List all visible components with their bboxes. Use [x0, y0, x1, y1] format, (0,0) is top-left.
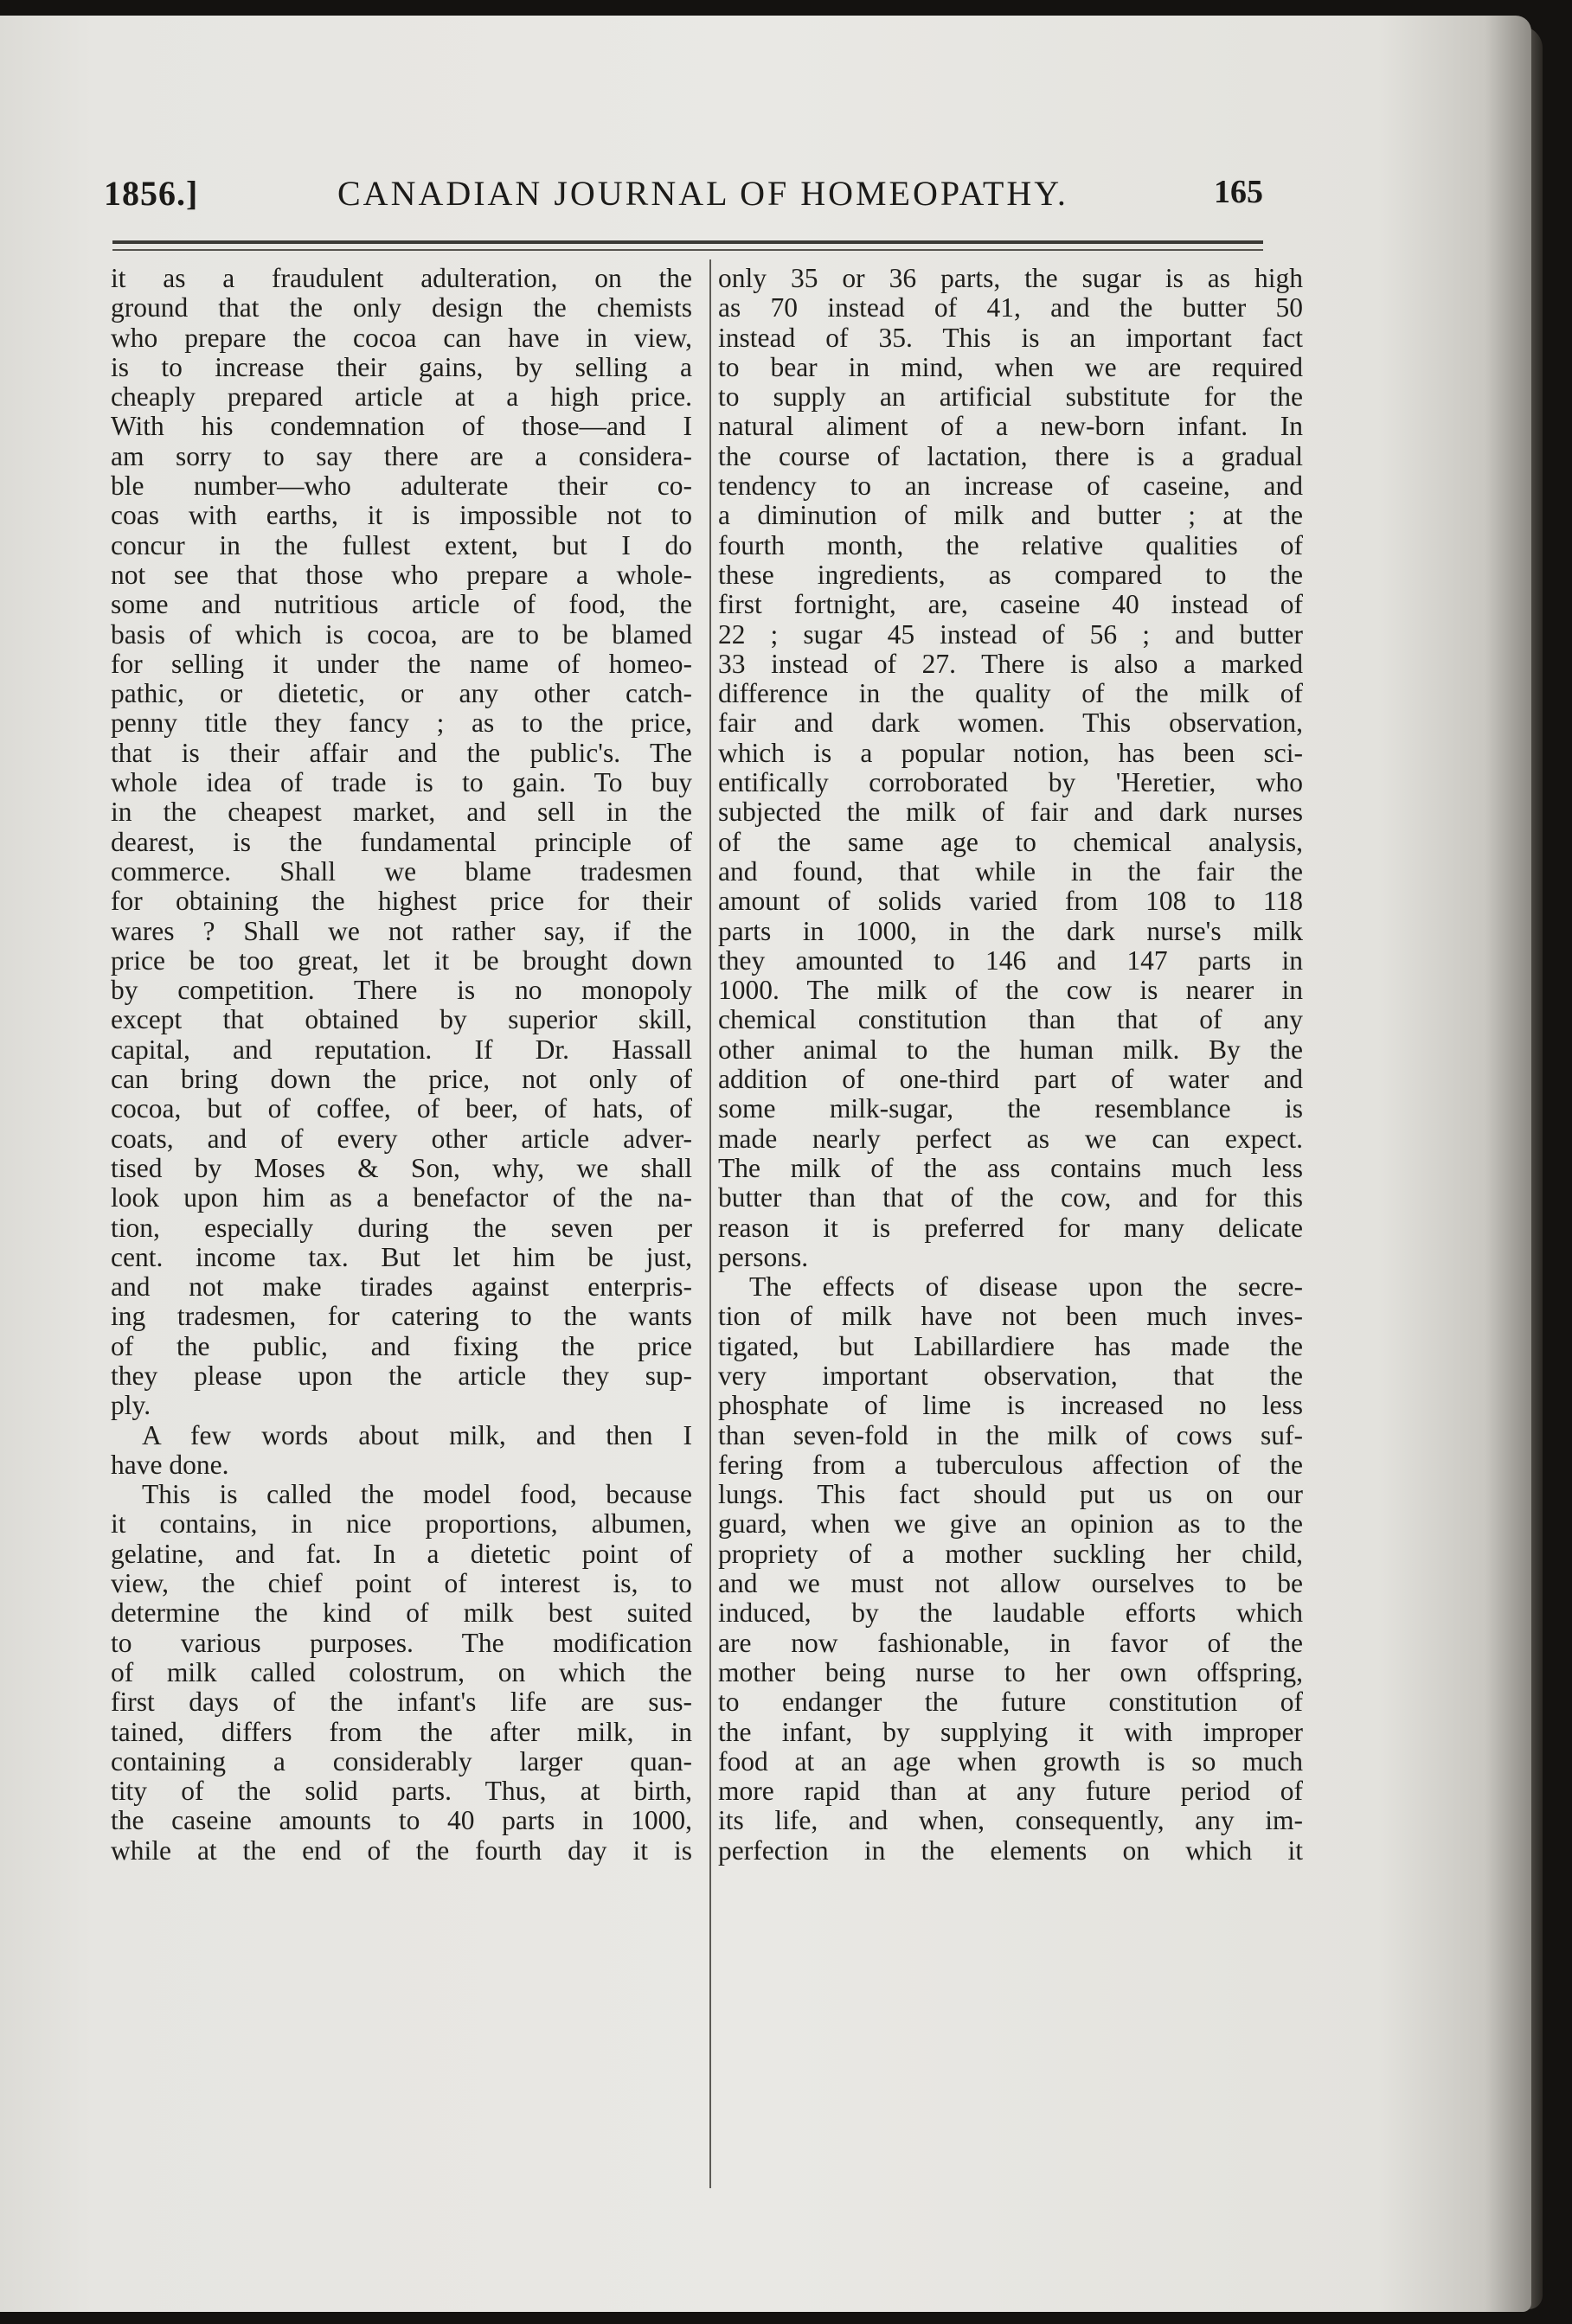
text-line: tion of milk have not been much inves-	[718, 1301, 1303, 1332]
text-line: it contains, in nice proportions, albumen,	[111, 1508, 692, 1540]
text-line: ply.	[111, 1390, 151, 1421]
text-line: and not make tirades against enterpris-	[111, 1271, 692, 1303]
text-line: 33 instead of 27. There is also a marked	[718, 648, 1303, 679]
text-line: to endanger the future constitution of	[718, 1687, 1303, 1718]
text-line: other animal to the human milk. By the	[718, 1034, 1303, 1065]
text-line: fourth month, the relative qualities of	[718, 529, 1303, 560]
text-line: than seven-fold in the milk of cows suf-	[718, 1419, 1303, 1450]
text-line: instead of 35. This is an important fact	[718, 322, 1303, 353]
text-line: of the same age to chemical analysis,	[718, 826, 1303, 857]
text-line: parts in 1000, in the dark nurse's milk	[718, 915, 1303, 946]
text-line: a diminution of milk and butter ; at the	[718, 500, 1303, 531]
text-line: by competition. There is no monopoly	[111, 975, 692, 1006]
journal-title: CANADIAN JOURNAL OF HOMEOPATHY.	[337, 174, 1068, 213]
text-line: are now fashionable, in favor of the	[718, 1627, 1303, 1658]
column-divider	[709, 259, 711, 2188]
text-line: perfection in the elements on which it	[718, 1834, 1303, 1866]
text-line: tised by Moses & Son, why, we shall	[111, 1152, 692, 1183]
text-line: tity of the solid parts. Thus, at birth,	[111, 1776, 692, 1807]
text-line: With his condemnation of those—and I	[111, 411, 692, 442]
text-line: except that obtained by superior skill,	[111, 1004, 692, 1035]
text-line: of the public, and fixing the price	[111, 1330, 692, 1361]
text-line: can bring down the price, not only of	[111, 1064, 692, 1095]
running-head	[104, 173, 1263, 225]
text-line: induced, by the laudable efforts which	[718, 1597, 1303, 1629]
text-line: guard, when we give an opinion as to the	[718, 1508, 1303, 1540]
text-line: it as a fraudulent adulteration, on the	[111, 263, 692, 293]
text-line: look upon him as a benefactor of the na-	[111, 1182, 692, 1213]
header-rule-thick	[112, 240, 1263, 244]
text-line: entifically corroborated by 'Heretier, who	[718, 767, 1303, 798]
text-line: in the cheapest market, and sell in the	[111, 797, 692, 828]
text-line: tigated, but Labillardiere has made the	[718, 1330, 1303, 1361]
text-line: more rapid than at any future period of	[718, 1776, 1303, 1807]
text-line: which is a popular notion, has been sci-	[718, 737, 1303, 768]
text-line: price be too great, let it be brought down	[111, 944, 692, 976]
text-line: is to increase their gains, by selling a	[111, 351, 692, 382]
text-line: the caseine amounts to 40 parts in 1000,	[111, 1805, 692, 1836]
text-line: butter than that of the cow, and for this	[718, 1182, 1303, 1213]
text-line: some milk-sugar, the resemblance is	[718, 1093, 1303, 1124]
text-line: gelatine, and fat. In a dietetic point of	[111, 1538, 692, 1569]
text-line: cheaply prepared article at a high price.	[111, 381, 692, 413]
text-line: phosphate of lime is increased no less	[718, 1390, 1303, 1421]
text-line: whole idea of trade is to gain. To buy	[111, 767, 692, 798]
text-line: commerce. Shall we blame tradesmen	[111, 855, 692, 887]
text-line: some and nutritious article of food, the	[111, 589, 692, 620]
text-line: 1000. The milk of the cow is nearer in	[718, 975, 1303, 1006]
text-line: first fortnight, are, caseine 40 instead of	[718, 589, 1303, 620]
text-line: as 70 instead of 41, and the butter 50	[718, 292, 1303, 323]
text-line: basis of which is cocoa, are to be blamed	[111, 618, 692, 650]
text-line: of milk called colostrum, on which the	[111, 1656, 692, 1687]
text-line: made nearly perfect as we can expect.	[718, 1123, 1303, 1154]
text-line: addition of one-third part of water and	[718, 1064, 1303, 1095]
text-line: coas with earths, it is impossible not to	[111, 500, 692, 531]
text-line: the infant, by supplying it with improper	[718, 1716, 1303, 1747]
text-line: This is called the model food, because	[142, 1479, 692, 1510]
text-line: not see that those who prepare a whole-	[111, 559, 692, 590]
text-line: fering from a tuberculous affection of the	[718, 1449, 1303, 1480]
text-line: A few words about milk, and then I	[142, 1419, 692, 1450]
text-line: that is their affair and the public's. The	[111, 737, 692, 768]
text-line: penny title they fancy ; as to the price,	[111, 707, 692, 739]
text-line: to various purposes. The modification	[111, 1627, 692, 1658]
text-line: very important observation, that the	[718, 1360, 1303, 1391]
text-line: reason it is preferred for many delicate	[718, 1212, 1303, 1243]
left-text-column	[111, 264, 692, 1866]
text-line: ble number—who adulterate their co-	[111, 471, 692, 502]
text-line: coats, and of every other article adver-	[111, 1123, 692, 1154]
text-line: tion, especially during the seven per	[111, 1212, 692, 1243]
text-line: The milk of the ass contains much less	[718, 1152, 1303, 1183]
text-line: view, the chief point of interest is, to	[111, 1568, 692, 1599]
text-line: mother being nurse to her own offspring,	[718, 1656, 1303, 1687]
text-line: only 35 or 36 parts, the sugar is as high	[718, 263, 1303, 293]
text-line: and we must not allow ourselves to be	[718, 1568, 1303, 1599]
text-line: 22 ; sugar 45 instead of 56 ; and butter	[718, 618, 1303, 650]
text-line: have done.	[111, 1449, 229, 1480]
text-line: the course of lactation, there is a gradual	[718, 440, 1303, 471]
text-line: who prepare the cocoa can have in view,	[111, 322, 692, 353]
text-line: for obtaining the highest price for their	[111, 886, 692, 917]
text-line: persons.	[718, 1241, 809, 1272]
text-line: containing a considerably larger quan-	[111, 1745, 692, 1777]
text-line: wares ? Shall we not rather say, if the	[111, 915, 692, 946]
text-line: cocoa, but of coffee, of beer, of hats, of	[111, 1093, 692, 1124]
text-line: to supply an artificial substitute for the	[718, 381, 1303, 413]
text-line: subjected the milk of fair and dark nurses	[718, 797, 1303, 828]
text-line: concur in the fullest extent, but I do	[111, 529, 692, 560]
text-line: food at an age when growth is so much	[718, 1745, 1303, 1777]
header-year: 1856.]	[104, 174, 199, 213]
text-line: ing tradesmen, for catering to the wants	[111, 1301, 692, 1332]
text-line: tendency to an increase of caseine, and	[718, 471, 1303, 502]
text-line: am sorry to say there are a considera-	[111, 440, 692, 471]
text-line: lungs. This fact should put us on our	[718, 1479, 1303, 1510]
text-line: pathic, or dietetic, or any other catch-	[111, 678, 692, 709]
text-line: natural aliment of a new-born infant. In	[718, 411, 1303, 442]
text-line: determine the kind of milk best suited	[111, 1597, 692, 1629]
text-line: first days of the infant's life are sus-	[111, 1687, 692, 1718]
text-line: these ingredients, as compared to the	[718, 559, 1303, 590]
text-line: fair and dark women. This observation,	[718, 707, 1303, 739]
page-number: 165	[1214, 174, 1263, 210]
text-line: cent. income tax. But let him be just,	[111, 1241, 692, 1272]
text-line: difference in the quality of the milk of	[718, 678, 1303, 709]
text-line: propriety of a mother suckling her child,	[718, 1538, 1303, 1569]
text-line: capital, and reputation. If Dr. Hassall	[111, 1034, 692, 1065]
header-rule-thin	[112, 249, 1263, 251]
text-line: tained, differs from the after milk, in	[111, 1716, 692, 1747]
text-line: and found, that while in the fair the	[718, 855, 1303, 887]
text-line: they please upon the article they sup-	[111, 1360, 692, 1391]
right-text-column	[718, 264, 1303, 1866]
text-line: ground that the only design the chemists	[111, 292, 692, 323]
text-line: The effects of disease upon the secre-	[749, 1271, 1303, 1303]
text-line: they amounted to 146 and 147 parts in	[718, 944, 1303, 976]
text-line: for selling it under the name of homeo-	[111, 648, 692, 679]
text-line: amount of solids varied from 108 to 118	[718, 886, 1303, 917]
text-line: its life, and when, consequently, any im-	[718, 1805, 1303, 1836]
text-line: while at the end of the fourth day it is	[111, 1834, 692, 1866]
text-line: to bear in mind, when we are required	[718, 351, 1303, 382]
text-line: chemical constitution than that of any	[718, 1004, 1303, 1035]
text-line: dearest, is the fundamental principle of	[111, 826, 692, 857]
